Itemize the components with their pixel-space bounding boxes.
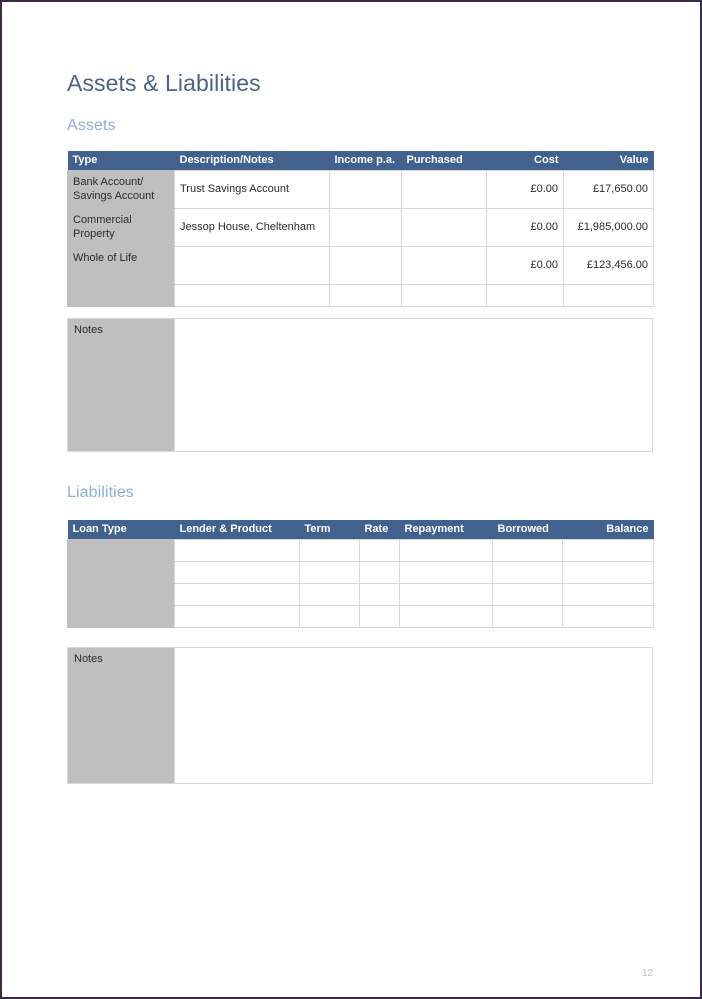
liabilities-cell-lender[interactable] — [175, 539, 300, 561]
liabilities-cell-lender[interactable] — [175, 583, 300, 605]
table-row[interactable] — [68, 170, 654, 208]
assets-cell-income[interactable] — [330, 284, 402, 306]
liabilities-cell-rate[interactable] — [360, 583, 400, 605]
liabilities-cell-term[interactable] — [300, 583, 360, 605]
liabilities-cell-balance[interactable] — [563, 605, 654, 627]
page-title: Assets & Liabilities — [67, 70, 261, 96]
liabilities-cell-repayment[interactable] — [400, 539, 493, 561]
liabilities-table — [67, 520, 654, 628]
assets-cell-type[interactable]: Bank Account/ Savings Account — [68, 170, 175, 208]
table-row[interactable] — [68, 539, 654, 561]
assets-cell-purchased[interactable] — [402, 170, 487, 208]
table-row[interactable] — [68, 583, 654, 605]
assets-cell-purchased[interactable] — [402, 246, 487, 284]
liabilities-cell-loan-type[interactable] — [68, 605, 175, 627]
page-number: 12 — [641, 968, 653, 979]
assets-column-header-type: Type — [68, 151, 175, 170]
assets-column-header-value: Value — [564, 151, 654, 170]
liabilities-notes-input[interactable] — [174, 648, 652, 783]
assets-cell-description[interactable]: Trust Savings Account — [175, 170, 330, 208]
assets-table-header-row — [68, 151, 654, 170]
liabilities-column-header-borrowed: Borrowed — [493, 520, 563, 539]
liabilities-notes-box[interactable] — [67, 647, 653, 784]
table-row[interactable] — [68, 246, 654, 284]
liabilities-cell-borrowed[interactable] — [493, 605, 563, 627]
assets-table — [67, 151, 654, 307]
liabilities-column-header-lender: Lender & Product — [175, 520, 300, 539]
assets-cell-cost[interactable]: £0.00 — [487, 208, 564, 246]
liabilities-column-header-balance: Balance — [563, 520, 654, 539]
table-row[interactable] — [68, 561, 654, 583]
liabilities-cell-repayment[interactable] — [400, 561, 493, 583]
assets-column-header-income: Income p.a. — [330, 151, 402, 170]
table-row[interactable] — [68, 605, 654, 627]
liabilities-cell-repayment[interactable] — [400, 583, 493, 605]
assets-cell-purchased[interactable] — [402, 284, 487, 306]
assets-cell-description[interactable] — [175, 284, 330, 306]
assets-notes-input[interactable] — [174, 319, 652, 451]
liabilities-cell-term[interactable] — [300, 561, 360, 583]
assets-cell-cost[interactable]: £0.00 — [487, 246, 564, 284]
liabilities-cell-borrowed[interactable] — [493, 539, 563, 561]
assets-column-header-description: Description/Notes — [175, 151, 330, 170]
liabilities-cell-loan-type[interactable] — [68, 583, 175, 605]
assets-cell-purchased[interactable] — [402, 208, 487, 246]
liabilities-notes-label: Notes — [68, 648, 174, 783]
liabilities-column-header-rate: Rate — [360, 520, 400, 539]
liabilities-cell-borrowed[interactable] — [493, 583, 563, 605]
assets-cell-cost[interactable] — [487, 284, 564, 306]
assets-cell-income[interactable] — [330, 246, 402, 284]
liabilities-cell-loan-type[interactable] — [68, 561, 175, 583]
page-content — [67, 2, 653, 999]
liabilities-column-header-repayment: Repayment — [400, 520, 493, 539]
liabilities-cell-balance[interactable] — [563, 539, 654, 561]
liabilities-cell-balance[interactable] — [563, 561, 654, 583]
assets-table-body — [68, 170, 654, 306]
liabilities-cell-lender[interactable] — [175, 605, 300, 627]
liabilities-cell-term[interactable] — [300, 605, 360, 627]
liabilities-cell-term[interactable] — [300, 539, 360, 561]
liabilities-table-body — [68, 539, 654, 627]
liabilities-table-header-row — [68, 520, 654, 539]
assets-cell-income[interactable] — [330, 170, 402, 208]
assets-notes-box[interactable] — [67, 318, 653, 452]
liabilities-cell-repayment[interactable] — [400, 605, 493, 627]
assets-cell-description[interactable] — [175, 246, 330, 284]
section-heading-liabilities: Liabilities — [67, 484, 134, 501]
assets-column-header-cost: Cost — [487, 151, 564, 170]
assets-cell-value[interactable]: £17,650.00 — [564, 170, 654, 208]
liabilities-column-header-loan-type: Loan Type — [68, 520, 175, 539]
liabilities-cell-balance[interactable] — [563, 583, 654, 605]
liabilities-cell-rate[interactable] — [360, 561, 400, 583]
assets-column-header-purchased: Purchased — [402, 151, 487, 170]
assets-cell-description[interactable]: Jessop House, Cheltenham — [175, 208, 330, 246]
assets-notes-label: Notes — [68, 319, 174, 451]
assets-cell-type[interactable] — [68, 284, 175, 306]
liabilities-cell-lender[interactable] — [175, 561, 300, 583]
liabilities-cell-loan-type[interactable] — [68, 539, 175, 561]
assets-cell-cost[interactable]: £0.00 — [487, 170, 564, 208]
section-heading-assets: Assets — [67, 117, 116, 134]
assets-cell-value[interactable]: £123,456.00 — [564, 246, 654, 284]
assets-cell-value[interactable]: £1,985,000.00 — [564, 208, 654, 246]
liabilities-column-header-term: Term — [300, 520, 360, 539]
liabilities-cell-rate[interactable] — [360, 605, 400, 627]
table-row[interactable] — [68, 208, 654, 246]
liabilities-cell-borrowed[interactable] — [493, 561, 563, 583]
assets-cell-type[interactable]: Whole of Life — [68, 246, 175, 284]
assets-cell-type[interactable]: Commercial Property — [68, 208, 175, 246]
liabilities-cell-rate[interactable] — [360, 539, 400, 561]
assets-cell-value[interactable] — [564, 284, 654, 306]
assets-cell-income[interactable] — [330, 208, 402, 246]
table-row[interactable] — [68, 284, 654, 306]
